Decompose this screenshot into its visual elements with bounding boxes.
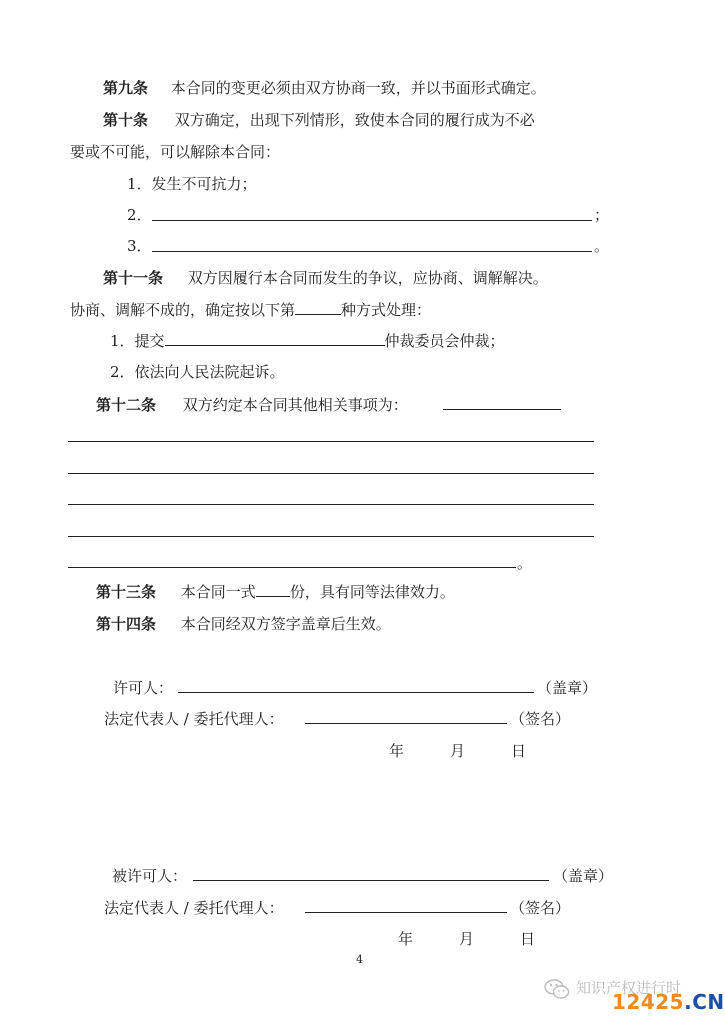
licensor-sign: （签名）	[510, 710, 571, 728]
article-11-text-2b: 种方式处理：	[341, 301, 432, 319]
article-11-text-1: 双方因履行本合同而发生的争议，应协商、调解解决。	[187, 269, 548, 287]
article-11-item-1a: 1．提交	[110, 332, 165, 350]
article-13	[96, 582, 455, 602]
article-11	[103, 268, 548, 288]
article-11-label: 第十一条	[103, 269, 164, 287]
watermark-text: 知识产权进行时	[576, 979, 682, 997]
article-13-label: 第十三条	[96, 583, 157, 601]
article-13-text-b: 份，具有同等法律效力。	[289, 583, 455, 601]
article-10-text-1: 双方确定，出现下列情形，致使本合同的履行成为不必	[174, 111, 535, 129]
article-10	[103, 110, 535, 130]
article-12	[96, 395, 408, 415]
article-12-blank-0	[443, 409, 561, 410]
arbitration-commission-blank	[165, 331, 385, 346]
article-9-label: 第九条	[103, 79, 149, 97]
article-12-end: 。	[517, 554, 533, 572]
licensee-blank	[193, 880, 549, 881]
watermark-site	[612, 990, 725, 1014]
article-12-blank-3	[68, 504, 594, 505]
licensee-label: 被许可人：	[112, 867, 188, 885]
article-12-blank-1	[68, 441, 594, 442]
article-11-item-1	[110, 331, 505, 351]
article-10-label: 第十条	[103, 111, 149, 129]
article-10-item-3-blank	[152, 251, 592, 252]
article-11-item-2: 2．依法向人民法院起诉。	[110, 363, 285, 381]
licensee-month: 月	[459, 930, 475, 948]
article-12-blank-2	[68, 473, 594, 474]
page-number: 4	[356, 953, 363, 966]
licensor-year: 年	[389, 742, 405, 760]
article-13-text-a: 本合同一式	[180, 583, 256, 601]
article-10-item-2-end: ；	[594, 206, 610, 224]
watermark-site-number: 12425	[612, 990, 685, 1014]
licensee-year: 年	[398, 930, 414, 948]
licensor-rep-label: 法定代表人 / 委托代理人：	[104, 710, 284, 728]
licensor-rep-blank	[305, 723, 507, 724]
article-10-item-2	[127, 205, 152, 225]
article-9	[103, 78, 546, 98]
method-number-blank	[295, 300, 341, 315]
article-14-text: 本合同经双方签字盖章后生效。	[180, 615, 391, 633]
article-12-blank-4	[68, 536, 594, 537]
article-10-text-2: 要或不可能，可以解除本合同：	[70, 143, 281, 161]
article-11-item-1b: 仲裁委员会仲裁；	[384, 332, 505, 350]
copies-blank	[256, 582, 290, 597]
licensee-day: 日	[520, 930, 536, 948]
licensee-seal: （盖章）	[553, 867, 614, 885]
article-10-item-2-number: 2．	[127, 206, 152, 224]
article-12-text: 双方约定本合同其他相关事项为：	[182, 396, 408, 414]
wechat-icon	[544, 978, 570, 1000]
article-12-blank-5	[68, 567, 516, 568]
article-11-text-2a: 协商、调解不成的，确定按以下第	[70, 301, 296, 319]
licensor-blank	[178, 692, 534, 693]
article-14-label: 第十四条	[96, 615, 157, 633]
article-10-item-3-end: 。	[594, 237, 610, 255]
licensee-rep-label: 法定代表人 / 委托代理人：	[104, 899, 284, 917]
article-12-label: 第十二条	[96, 396, 157, 414]
watermark-site-tld: .CN	[684, 990, 725, 1014]
licensor-seal: （盖章）	[537, 679, 598, 697]
article-11-text-2	[70, 300, 431, 320]
article-9-text: 本合同的变更必须由双方协商一致，并以书面形式确定。	[170, 79, 546, 97]
watermark	[540, 972, 725, 1014]
article-14	[96, 614, 391, 634]
article-10-item-1: 1．发生不可抗力；	[127, 175, 257, 193]
article-10-item-3-number: 3．	[127, 237, 152, 255]
licensor-month: 月	[450, 742, 466, 760]
licensee-rep-blank	[305, 912, 507, 913]
licensor-label: 许可人：	[113, 679, 174, 697]
article-10-item-2-blank	[152, 220, 592, 221]
licensee-sign: （签名）	[510, 899, 571, 917]
licensor-day: 日	[511, 742, 527, 760]
